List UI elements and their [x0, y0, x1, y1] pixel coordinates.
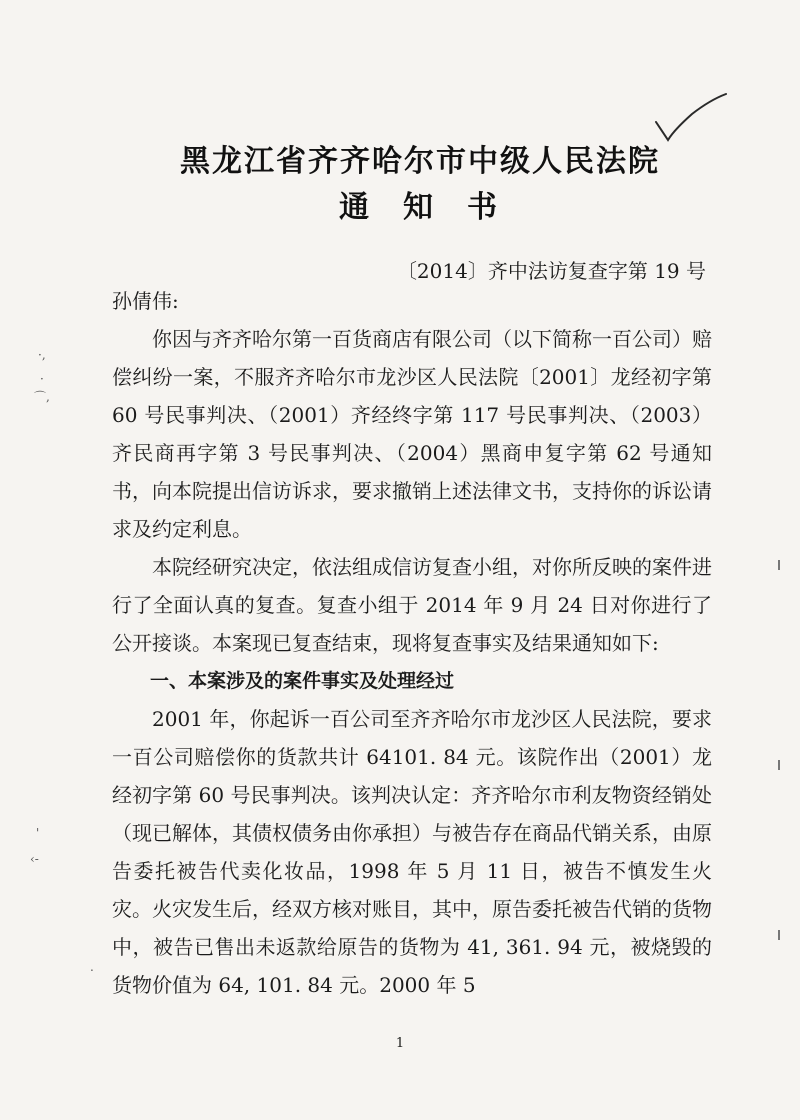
- margin-mark: .: [90, 960, 94, 974]
- margin-mark: ⌒,: [34, 390, 50, 404]
- section-heading: 一、本案涉及的案件事实及处理经过: [150, 670, 455, 692]
- margin-mark: ‹-: [30, 852, 39, 866]
- court-name: 黑龙江省齐齐哈尔市中级人民法院: [180, 144, 660, 179]
- margin-tick: [778, 760, 780, 770]
- document-body: [112, 282, 712, 1004]
- case-number: 〔2014〕齐中法访复查字第 19 号: [396, 259, 706, 283]
- salutation: 孙倩伟:: [112, 289, 179, 313]
- margin-tick: [778, 930, 780, 940]
- body-paragraph: 你因与齐齐哈尔第一百货商店有限公司（以下简称一百公司）赔偿纠纷一案，不服齐齐哈尔市龙沙区人民法院〔2001〕龙经初字第 60 号民事判决、（2001）齐经终字第 117 号民事判决、（2003）齐民商再字第 3 号民事判决、（2004）黑商申复字第 62 号通知书，向本院提出信访诉求，要求撤销上述法律文书，支持你的诉讼请求及约定利息。: [112, 327, 712, 541]
- document-type-title: 通知书: [339, 190, 531, 225]
- margin-mark: ': [36, 826, 40, 840]
- margin-mark: ·: [40, 372, 44, 386]
- margin-tick: [778, 560, 780, 570]
- margin-mark: ·,: [38, 348, 46, 362]
- page-number: 1: [395, 1036, 405, 1051]
- section-paragraph: 2001 年，你起诉一百公司至齐齐哈尔市龙沙区人民法院，要求一百公司赔偿你的货款共计 64101. 84 元。该院作出（2001）龙经初字第 60 号民事判决。该判决认定：齐齐哈尔市利友物资经销处（现已解体，其债权债务由你承担）与被告存在商品代销关系，由原告委托被告代卖化妆品，1998 年 5 月 11 日，被告不慎发生火灾。火灾发生后，经双方核对账目，其中，原告委托被告代销的货物中，被告已售出未返款给原告的货物为 41, 361. 94 元，被烧毁的货物价值为 64, 101. 84 元。2000 年 5: [112, 707, 712, 997]
- body-paragraph: 本院经研究决定，依法组成信访复查小组，对你所反映的案件进行了全面认真的复查。复查小组于 2014 年 9 月 24 日对你进行了公开接谈。本案现已复查结束，现将复查事实及结果通知如下:: [112, 555, 712, 655]
